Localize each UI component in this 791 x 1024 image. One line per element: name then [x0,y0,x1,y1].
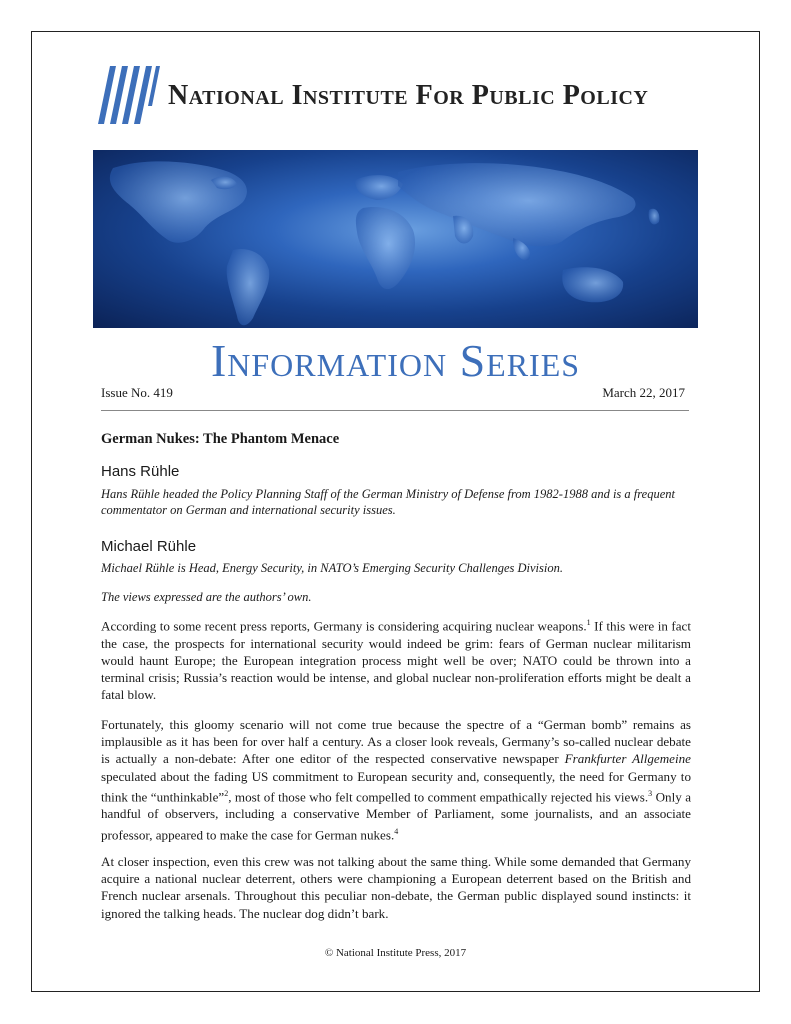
paragraph-text: At closer inspection, even this crew was not talking about the same thing. While some demanded that Germany acquire a national nuclear deterrent, others were championing a European deterrent based on the British and French nuclear arsenals. Throughout this peculiar non-debate, the German public displayed sound instincts: it ignored the talking heads. The nuclear dog didn’t bark. [101,854,691,921]
organization-name [168,80,648,112]
author-name: Michael Rühle [101,538,197,555]
paragraph-text: If this were in fact the case, the prospects for international security would indeed be grim: fears of German nuclear militarism would haunt Europe; the European integration process might well be over; NATO could be thrown into a terminal crisis; Russia’s reaction would be intense, and global nuclear non-proliferation efforts might be dealt a fatal blow. [101,618,691,703]
article-title: German Nukes: The Phantom Menace [101,431,340,447]
organization-name-text: National Institute For Public Policy [168,80,649,111]
issue-date: March 22, 2017 [602,385,685,400]
body-paragraph [101,853,691,922]
header [98,66,698,124]
striped-parallelogram-logo-icon [98,66,160,124]
paragraph-text: According to some recent press reports, Germany is considering acquiring nuclear weapons. [101,618,587,634]
issue-number: Issue No. 419 [101,385,173,400]
author-name: Hans Rühle [101,463,180,480]
footer-copyright: © National Institute Press, 2017 [324,947,467,959]
paragraph-text: Only a handful of observers, including a conservative Member of Parliament, some journalists, and an associate professor, appeared to make the case for German nukes. [101,789,691,842]
body-paragraph [101,716,691,843]
paragraph-text: Fortunately, this gloomy scenario will not come true because the spectre of a “German bomb” remains as implausible as it has been for over half a century. As a closer look reveals, Germany’s so-called nuclear debate is actually a non-debate: After one editor of the respected conservative newspaper [101,717,691,767]
paragraph-text: speculated about the fading US commitment to European security and, consequently, the need for Germany to think the “unthinkable” [101,768,691,805]
footnote-ref[interactable]: 3 [648,788,653,798]
series-title-text: Information Series [210,335,581,386]
footnote-ref[interactable]: 2 [224,788,229,798]
author-bio: Michael Rühle is Head, Energy Security, in NATO’s Emerging Security Challenges Division. [101,561,563,575]
world-map-banner [93,150,698,328]
divider [101,410,689,411]
footnote-ref[interactable]: 4 [394,826,399,836]
newspaper-name: Frankfurter Allgemeine [564,751,691,767]
paragraph-text: , most of those who felt compelled to comment empathically rejected his views. [228,789,649,805]
footnote-ref[interactable]: 1 [586,618,591,627]
body-paragraph [101,614,691,703]
world-map-icon [93,150,698,328]
disclaimer: The views expressed are the authors’ own. [101,590,312,604]
series-title [0,334,791,387]
author-bio: Hans Rühle headed the Policy Planning Staff of the German Ministry of Defense from 1982-1988 and is a frequent commentator on German and international security issues. [101,487,675,517]
